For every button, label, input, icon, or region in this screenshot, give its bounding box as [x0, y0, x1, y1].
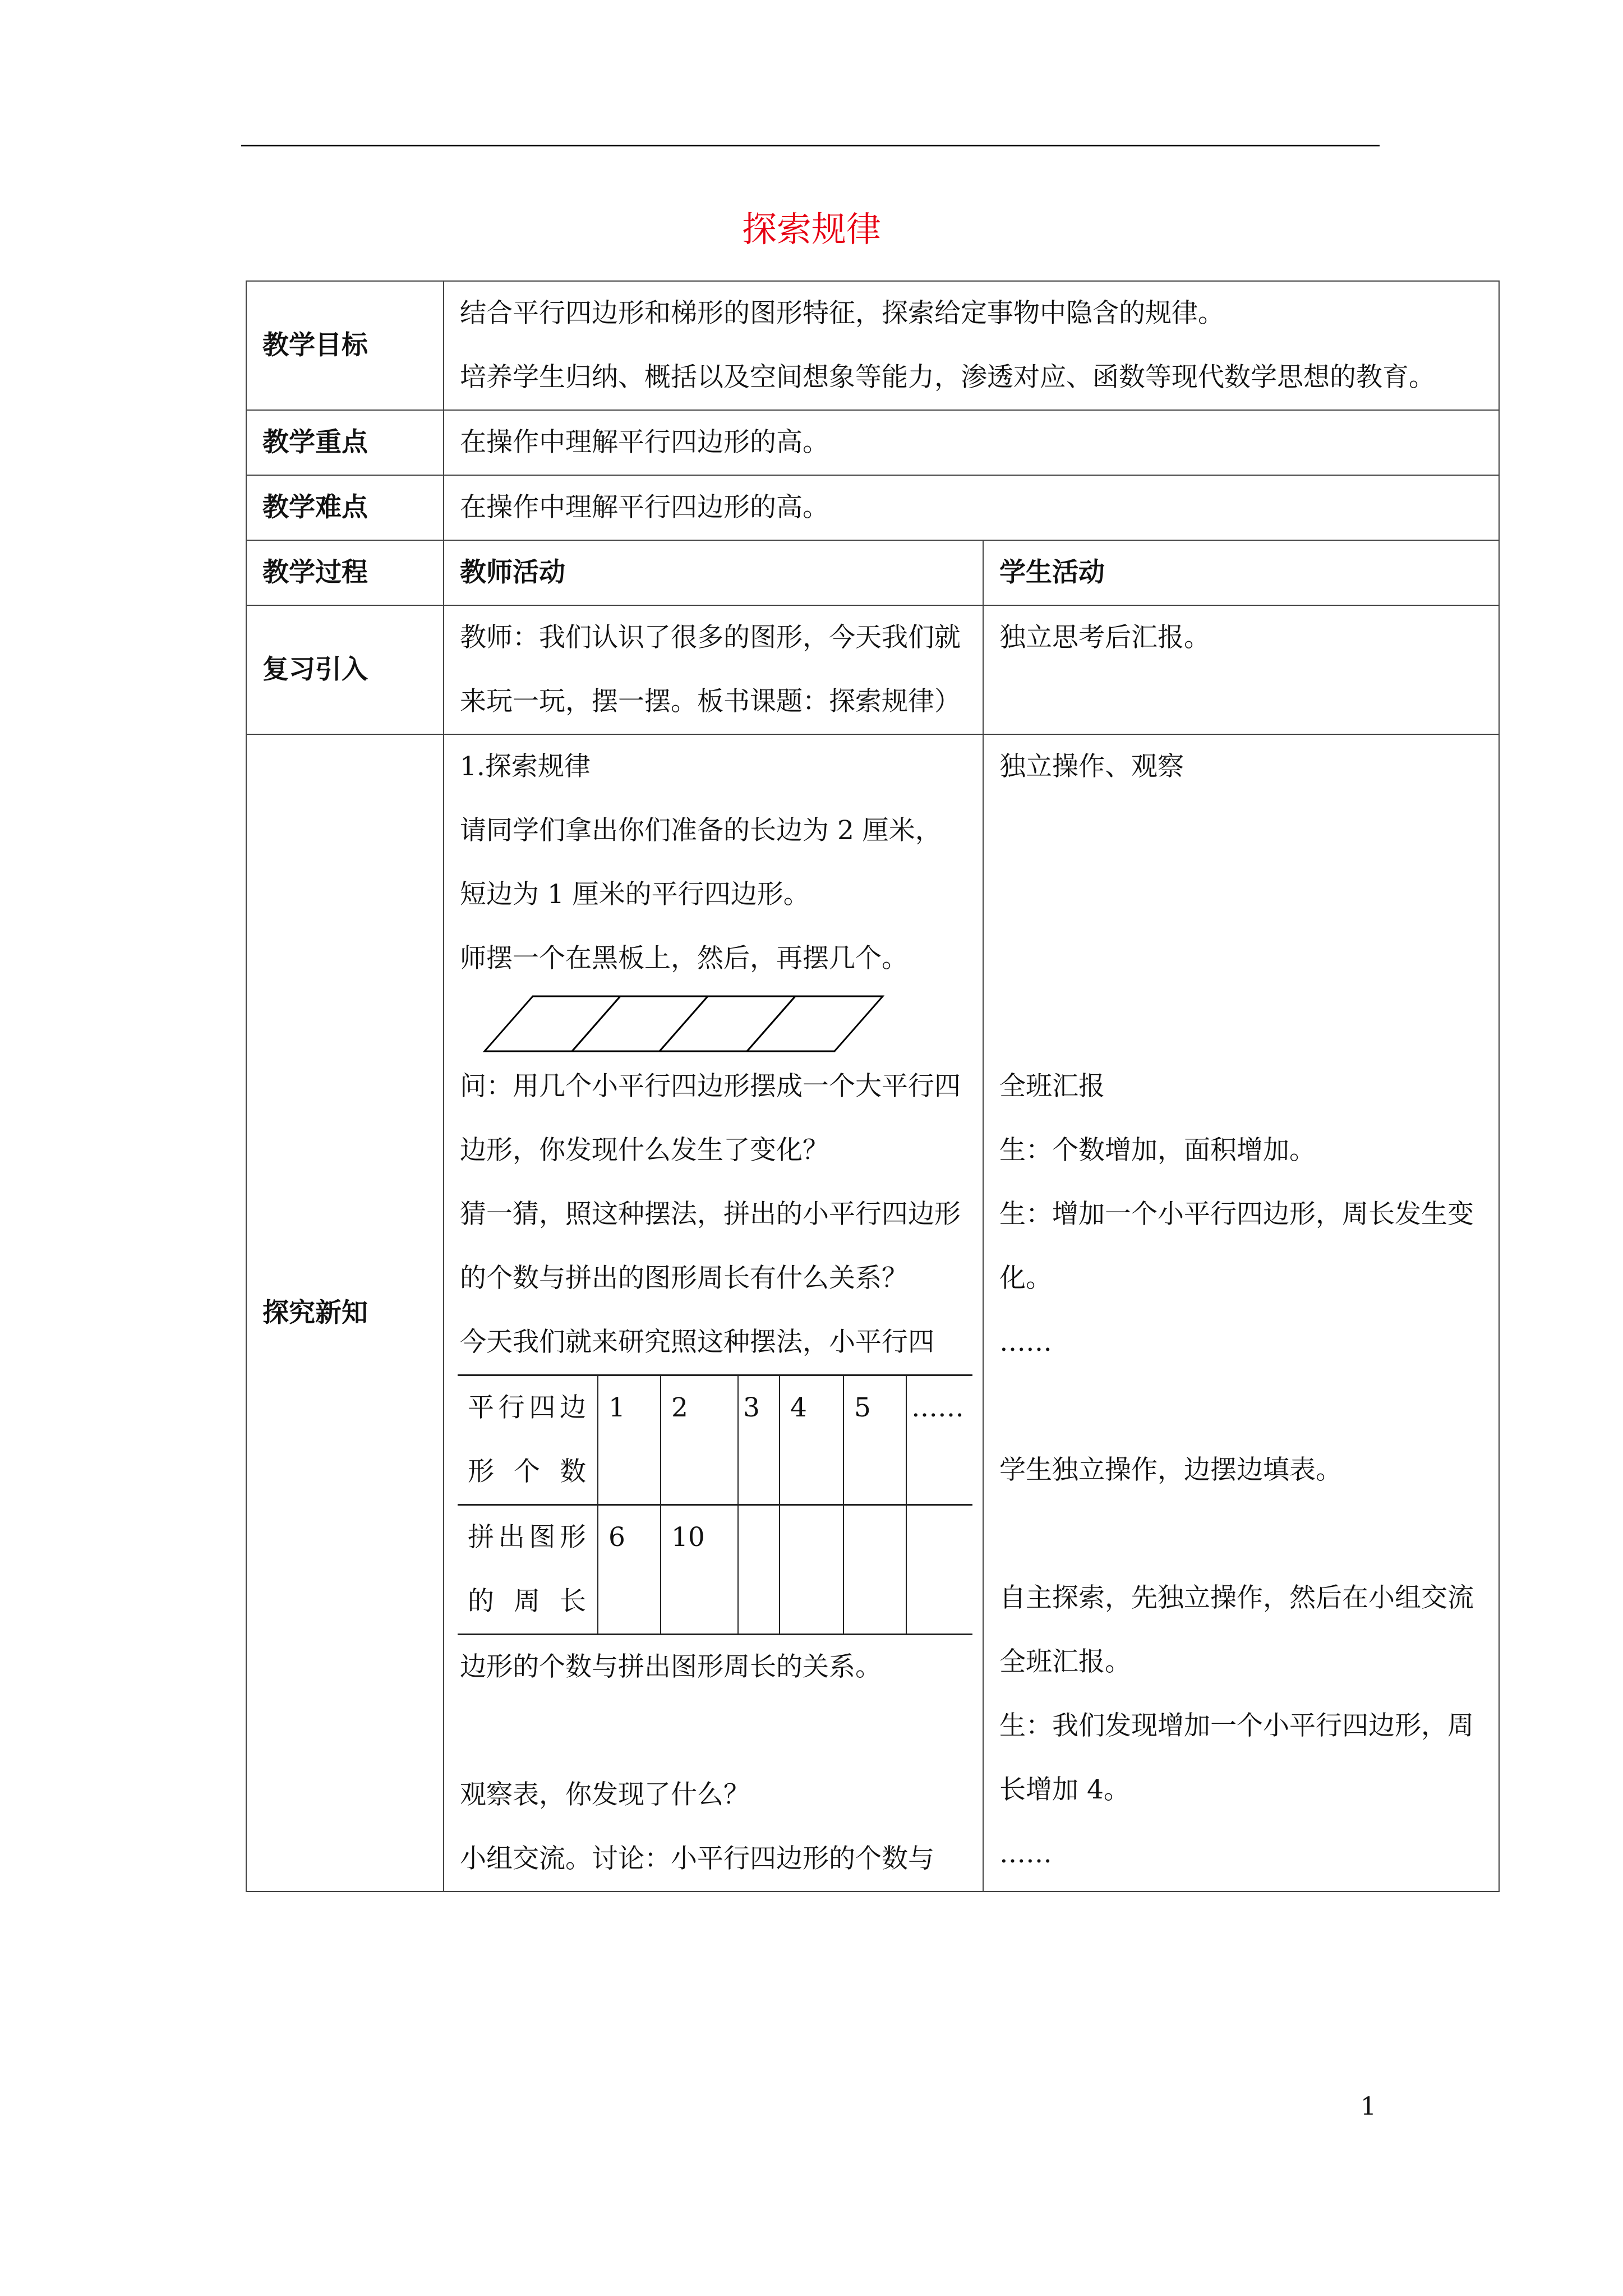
student-answer-1: 生：个数增加，面积增加。	[999, 1135, 1316, 1166]
student-ellipsis: ……	[999, 1327, 1052, 1358]
student-report: 全班汇报	[999, 1071, 1105, 1102]
teacher-research: 今天我们就来研究照这种摆法，小平行四	[460, 1327, 934, 1358]
goal-label: 教学目标	[246, 281, 444, 410]
spacer	[999, 1502, 1483, 1566]
goal-line-2: 培养学生归纳、概括以及空间想象等能力，渗透对应、函数等现代数学思想的教育。	[460, 362, 1435, 393]
perimeter-table	[458, 1374, 972, 1635]
explore-label: 探究新知	[246, 734, 444, 1892]
page-number: 1	[1361, 2092, 1376, 2121]
student-explore: 自主探索，先独立操作，然后在小组交流	[999, 1582, 1474, 1613]
review-row	[246, 605, 1499, 734]
key-content: 在操作中理解平行四边形的高。	[444, 410, 1499, 475]
perimeter-cell: 6	[598, 1505, 661, 1635]
small-parallelogram	[572, 996, 708, 1051]
teacher-observe: 观察表，你发现了什么？	[460, 1779, 750, 1810]
goal-row	[246, 281, 1499, 410]
review-student: 独立思考后汇报。	[983, 605, 1499, 734]
goal-content	[444, 281, 1499, 410]
count-cell: ……	[906, 1375, 972, 1505]
explore-student	[983, 734, 1499, 1892]
spacer	[999, 863, 1483, 927]
difficulty-row	[246, 475, 1499, 540]
student-ellipsis-2: ……	[999, 1838, 1052, 1869]
count-cell: 3	[738, 1375, 780, 1505]
explore-teacher	[444, 734, 983, 1892]
small-parallelogram	[747, 996, 883, 1051]
student-activity-header: 学生活动	[983, 540, 1499, 605]
spacer	[999, 991, 1483, 1055]
small-parallelogram	[485, 996, 620, 1051]
header-rule	[241, 145, 1380, 146]
key-label: 教学重点	[246, 410, 444, 475]
perimeter-cell	[906, 1505, 972, 1635]
page-title: 探索规律	[741, 209, 881, 250]
process-header-row	[246, 540, 1499, 605]
difficulty-label: 教学难点	[246, 475, 444, 540]
teacher-instruction: 请同学们拿出你们准备的长边为 2 厘米，短边为 1 厘米的平行四边形。	[460, 815, 942, 910]
student-finding: 生：我们发现增加一个小平行四边形，周长增加 4。	[999, 1710, 1474, 1805]
count-cell: 4	[780, 1375, 843, 1505]
step-title: 1.探索规律	[460, 751, 591, 782]
count-cell: 2	[661, 1375, 738, 1505]
spacer	[999, 927, 1483, 991]
teacher-guess: 猜一猜，照这种摆法，拼出的小平行四边形的个数与拼出的图形周长有什么关系？	[460, 1199, 961, 1294]
student-answer-2: 生：增加一个小平行四边形，周长发生变化。	[999, 1199, 1474, 1294]
difficulty-content: 在操作中理解平行四边形的高。	[444, 475, 1499, 540]
parallelogram-row-diagram	[473, 993, 900, 1056]
spacer	[460, 1699, 967, 1763]
perimeter-row-label: 拼出图形的周长	[458, 1505, 598, 1635]
count-row	[458, 1375, 972, 1505]
parallelogram-figure	[460, 991, 967, 1055]
key-row	[246, 410, 1499, 475]
small-parallelogram	[660, 996, 795, 1051]
goal-line-1: 结合平行四边形和梯形的图形特征，探索给定事物中隐含的规律。	[460, 298, 1224, 329]
review-teacher: 教师：我们认识了很多的图形，今天我们就来玩一玩，摆一摆。板书课题：探索规律）	[444, 605, 983, 734]
perimeter-cell	[780, 1505, 843, 1635]
spacer	[999, 799, 1483, 863]
lesson-plan-table	[246, 280, 1500, 1892]
student-operate: 独立操作、观察	[999, 751, 1184, 782]
perimeter-cell: 10	[661, 1505, 738, 1635]
spacer	[999, 1374, 1483, 1438]
count-row-label: 平行四边形个数	[458, 1375, 598, 1505]
teacher-activity-header: 教师活动	[444, 540, 983, 605]
process-label: 教学过程	[246, 540, 444, 605]
teacher-discuss: 小组交流。讨论：小平行四边形的个数与	[460, 1843, 934, 1874]
teacher-question: 问：用几个小平行四边形摆成一个大平行四边形，你发现什么发生了变化？	[460, 1071, 961, 1166]
review-label: 复习引入	[246, 605, 444, 734]
student-report-2: 全班汇报。	[999, 1646, 1131, 1677]
perimeter-cell	[843, 1505, 906, 1635]
student-fill-table: 学生独立操作，边摆边填表。	[999, 1455, 1342, 1485]
perimeter-cell	[738, 1505, 780, 1635]
teacher-demo: 师摆一个在黑板上，然后，再摆几个。	[460, 943, 908, 974]
count-cell: 1	[598, 1375, 661, 1505]
count-cell: 5	[843, 1375, 906, 1505]
explore-row	[246, 734, 1499, 1892]
perimeter-row	[458, 1505, 972, 1635]
teacher-relation: 边形的个数与拼出图形周长的关系。	[460, 1651, 882, 1682]
